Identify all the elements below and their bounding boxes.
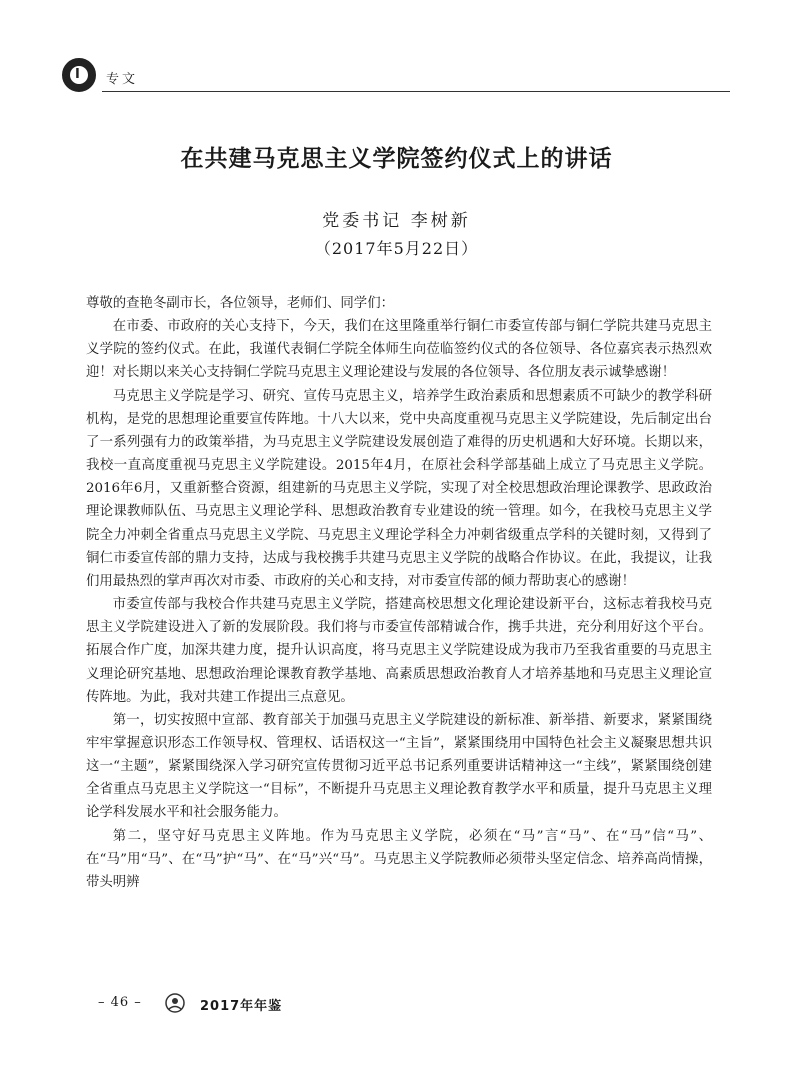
body-paragraph: 第二，坚守好马克思主义阵地。作为马克思主义学院，必须在“马”言“马”、在“马”信“马”、在“马”用“马”、在“马”护“马”、在“马”兴“马”。马克思主义学院教师必须带头坚定信念、培养高尚情操，带头明辨 xyxy=(86,828,712,890)
page-number: – 46 – xyxy=(98,995,142,1010)
page-header xyxy=(62,58,730,94)
article-title: 在共建马克思主义学院签约仪式上的讲话 xyxy=(180,146,613,172)
page-footer xyxy=(98,992,338,1016)
yearbook-label: 2017年年鉴 xyxy=(200,999,283,1014)
article-author: 党委书记 李树新 xyxy=(322,211,471,231)
body-paragraph: 在市委、市政府的关心支持下，今天，我们在这里隆重举行铜仁市委宣传部与铜仁学院共建马克思主义学院的签约仪式。在此，我谨代表铜仁学院全体师生向莅临签约仪式的各位领导、各位嘉宾表示热烈欢迎！对长期以来关心支持铜仁学院马克思主义理论建设与发展的各位领导、各位朋友表示诚挚感谢！ xyxy=(86,319,712,381)
section-label: 专文 xyxy=(106,72,139,87)
salutation-paragraph: 尊敬的查艳冬副市长，各位领导，老师们、同学们： xyxy=(86,296,394,311)
body-paragraph: 马克思主义学院是学习、研究、宣传马克思主义，培养学生政治素质和思想素质不可缺少的教学科研机构，是党的思想理论重要宣传阵地。十八大以来，党中央高度重视马克思主义学院建设，先后制定出台了一系列强有力的政策举措，为马克思主义学院建设发展创造了难得的历史机遇和大好环境。长期以来，我校一直高度重视马克思主义学院建设。2015年4月，在原社会科学部基础上成立了马克思主义学院。2016年6月，又重新整合资源，组建新的马克思主义学院，实现了对全校思想政治理论课教学、思政政治理论课教师队伍、马克思主义理论学科、思想政治教育专业建设的统一管理。如今，在我校马克思主义学院全力冲刺全省重点马克思主义学院、马克思主义理论学科全力冲刺省级重点学科的关键时刻，又得到了铜仁市委宣传部的鼎力支持，达成与我校携手共建马克思主义学院的战略合作协议。在此，我提议，让我们用最热烈的掌声再次对市委、市政府的关心和支持，对市委宣传部的倾力帮助衷心的感谢！ xyxy=(86,388,712,589)
article-date: （2017年5月22日） xyxy=(314,239,479,258)
header-rule xyxy=(102,91,730,92)
yearbook-emblem-icon xyxy=(164,992,186,1014)
body-paragraph: 第一，切实按照中宣部、教育部关于加强马克思主义学院建设的新标准、新举措、新要求，紧紧围绕牢牢掌握意识形态工作领导权、管理权、话语权这一“主旨”，紧紧围绕用中国特色社会主义凝聚思想共识这一“主题”，紧紧围绕深入学习研究宣传贯彻习近平总书记系列重要讲话精神这一“主线”，紧紧围绕创建全省重点马克思主义学院这一“目标”，不断提升马克思主义理论教育教学水平和质量，提升马克思主义理论学科发展水平和社会服务能力。 xyxy=(86,712,712,821)
article-body xyxy=(86,292,712,894)
university-logo: Ⅰ xyxy=(62,58,96,92)
body-paragraph: 市委宣传部与我校合作共建马克思主义学院，搭建高校思想文化理论建设新平台，这标志着我校马克思主义学院建设进入了新的发展阶段。我们将与市委宣传部精诚合作，携手共进，充分利用好这个平台。拓展合作广度，加深共建力度，提升认识高度，将马克思主义学院建设成为我市乃至我省重要的马克思主义理论研究基地、思想政治理论课教育教学基地、高素质思想政治教育人才培养基地和马克思主义理论宣传阵地。为此，我对共建工作提出三点意见。 xyxy=(86,597,712,705)
